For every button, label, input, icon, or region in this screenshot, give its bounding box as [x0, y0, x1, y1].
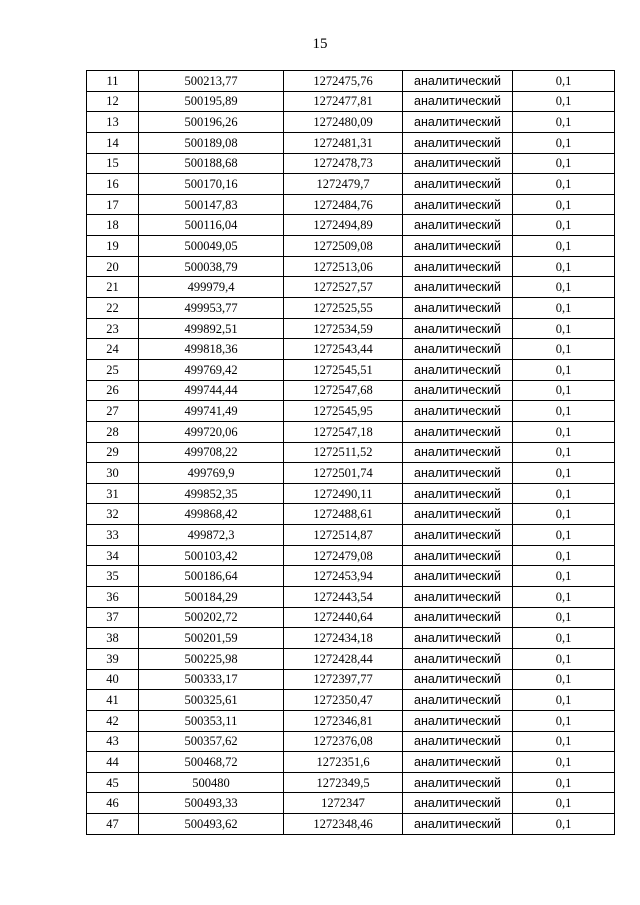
- point-number-cell: 36: [87, 587, 139, 608]
- x-coordinate-cell: 500353,11: [139, 710, 284, 731]
- y-coordinate-cell: 1272428,44: [284, 648, 403, 669]
- x-coordinate-cell: 500493,33: [139, 793, 284, 814]
- point-number-cell: 20: [87, 256, 139, 277]
- method-cell: аналитический: [403, 112, 513, 133]
- method-cell: аналитический: [403, 132, 513, 153]
- method-cell: аналитический: [403, 71, 513, 92]
- table-row: [87, 442, 615, 463]
- method-cell: аналитический: [403, 380, 513, 401]
- method-cell: аналитический: [403, 545, 513, 566]
- method-cell: аналитический: [403, 772, 513, 793]
- point-number-cell: 27: [87, 401, 139, 422]
- table-row: [87, 153, 615, 174]
- x-coordinate-cell: 499872,3: [139, 525, 284, 546]
- table-row: [87, 710, 615, 731]
- accuracy-cell: 0,1: [513, 71, 615, 92]
- table-row: [87, 401, 615, 422]
- table-row: [87, 793, 615, 814]
- method-cell: аналитический: [403, 814, 513, 835]
- table-row: [87, 298, 615, 319]
- method-cell: аналитический: [403, 587, 513, 608]
- table-row: [87, 752, 615, 773]
- method-cell: аналитический: [403, 215, 513, 236]
- point-number-cell: 33: [87, 525, 139, 546]
- method-cell: аналитический: [403, 504, 513, 525]
- point-number-cell: 32: [87, 504, 139, 525]
- point-number-cell: 13: [87, 112, 139, 133]
- y-coordinate-cell: 1272479,7: [284, 174, 403, 195]
- point-number-cell: 29: [87, 442, 139, 463]
- x-coordinate-cell: 500147,83: [139, 194, 284, 215]
- point-number-cell: 35: [87, 566, 139, 587]
- y-coordinate-cell: 1272494,89: [284, 215, 403, 236]
- method-cell: аналитический: [403, 648, 513, 669]
- x-coordinate-cell: 500493,62: [139, 814, 284, 835]
- y-coordinate-cell: 1272397,77: [284, 669, 403, 690]
- x-coordinate-cell: 500170,16: [139, 174, 284, 195]
- table-row: [87, 545, 615, 566]
- x-coordinate-cell: 499708,22: [139, 442, 284, 463]
- accuracy-cell: 0,1: [513, 215, 615, 236]
- table-row: [87, 91, 615, 112]
- point-number-cell: 34: [87, 545, 139, 566]
- x-coordinate-cell: 499769,42: [139, 359, 284, 380]
- x-coordinate-cell: 500103,42: [139, 545, 284, 566]
- accuracy-cell: 0,1: [513, 298, 615, 319]
- y-coordinate-cell: 1272477,81: [284, 91, 403, 112]
- accuracy-cell: 0,1: [513, 401, 615, 422]
- point-number-cell: 15: [87, 153, 139, 174]
- y-coordinate-cell: 1272514,87: [284, 525, 403, 546]
- page-number: 15: [312, 36, 328, 52]
- accuracy-cell: 0,1: [513, 752, 615, 773]
- accuracy-cell: 0,1: [513, 153, 615, 174]
- accuracy-cell: 0,1: [513, 628, 615, 649]
- method-cell: аналитический: [403, 339, 513, 360]
- accuracy-cell: 0,1: [513, 504, 615, 525]
- point-number-cell: 19: [87, 236, 139, 257]
- x-coordinate-cell: 499868,42: [139, 504, 284, 525]
- table-row: [87, 504, 615, 525]
- table-row: [87, 174, 615, 195]
- method-cell: аналитический: [403, 793, 513, 814]
- table-row: [87, 525, 615, 546]
- y-coordinate-cell: 1272547,68: [284, 380, 403, 401]
- x-coordinate-cell: 500201,59: [139, 628, 284, 649]
- table-row: [87, 628, 615, 649]
- point-number-cell: 45: [87, 772, 139, 793]
- y-coordinate-cell: 1272511,52: [284, 442, 403, 463]
- y-coordinate-cell: 1272346,81: [284, 710, 403, 731]
- y-coordinate-cell: 1272348,46: [284, 814, 403, 835]
- accuracy-cell: 0,1: [513, 359, 615, 380]
- accuracy-cell: 0,1: [513, 648, 615, 669]
- coordinates-table: [86, 70, 615, 835]
- table-row: [87, 112, 615, 133]
- x-coordinate-cell: 500188,68: [139, 153, 284, 174]
- table-row: [87, 648, 615, 669]
- table-row: [87, 587, 615, 608]
- accuracy-cell: 0,1: [513, 772, 615, 793]
- accuracy-cell: 0,1: [513, 483, 615, 504]
- table-row: [87, 215, 615, 236]
- point-number-cell: 46: [87, 793, 139, 814]
- point-number-cell: 42: [87, 710, 139, 731]
- table-row: [87, 566, 615, 587]
- accuracy-cell: 0,1: [513, 566, 615, 587]
- accuracy-cell: 0,1: [513, 132, 615, 153]
- method-cell: аналитический: [403, 628, 513, 649]
- y-coordinate-cell: 1272509,08: [284, 236, 403, 257]
- point-number-cell: 11: [87, 71, 139, 92]
- method-cell: аналитический: [403, 194, 513, 215]
- accuracy-cell: 0,1: [513, 421, 615, 442]
- y-coordinate-cell: 1272475,76: [284, 71, 403, 92]
- accuracy-cell: 0,1: [513, 731, 615, 752]
- y-coordinate-cell: 1272481,31: [284, 132, 403, 153]
- method-cell: аналитический: [403, 277, 513, 298]
- x-coordinate-cell: 500186,64: [139, 566, 284, 587]
- y-coordinate-cell: 1272513,06: [284, 256, 403, 277]
- x-coordinate-cell: 500038,79: [139, 256, 284, 277]
- accuracy-cell: 0,1: [513, 339, 615, 360]
- y-coordinate-cell: 1272350,47: [284, 690, 403, 711]
- table-row: [87, 132, 615, 153]
- y-coordinate-cell: 1272440,64: [284, 607, 403, 628]
- x-coordinate-cell: 499769,9: [139, 463, 284, 484]
- table-row: [87, 483, 615, 504]
- x-coordinate-cell: 499741,49: [139, 401, 284, 422]
- method-cell: аналитический: [403, 401, 513, 422]
- table-row: [87, 814, 615, 835]
- method-cell: аналитический: [403, 710, 513, 731]
- table-row: [87, 731, 615, 752]
- point-number-cell: 43: [87, 731, 139, 752]
- x-coordinate-cell: 499953,77: [139, 298, 284, 319]
- x-coordinate-cell: 500196,26: [139, 112, 284, 133]
- coordinates-table-body: [87, 71, 615, 835]
- accuracy-cell: 0,1: [513, 277, 615, 298]
- accuracy-cell: 0,1: [513, 380, 615, 401]
- accuracy-cell: 0,1: [513, 545, 615, 566]
- table-row: [87, 690, 615, 711]
- accuracy-cell: 0,1: [513, 236, 615, 257]
- x-coordinate-cell: 500116,04: [139, 215, 284, 236]
- y-coordinate-cell: 1272434,18: [284, 628, 403, 649]
- table-row: [87, 669, 615, 690]
- point-number-cell: 12: [87, 91, 139, 112]
- point-number-cell: 40: [87, 669, 139, 690]
- x-coordinate-cell: 500195,89: [139, 91, 284, 112]
- x-coordinate-cell: 500202,72: [139, 607, 284, 628]
- method-cell: аналитический: [403, 91, 513, 112]
- accuracy-cell: 0,1: [513, 463, 615, 484]
- x-coordinate-cell: 499818,36: [139, 339, 284, 360]
- x-coordinate-cell: 500480: [139, 772, 284, 793]
- y-coordinate-cell: 1272545,95: [284, 401, 403, 422]
- point-number-cell: 28: [87, 421, 139, 442]
- x-coordinate-cell: 499892,51: [139, 318, 284, 339]
- method-cell: аналитический: [403, 442, 513, 463]
- x-coordinate-cell: 499852,35: [139, 483, 284, 504]
- method-cell: аналитический: [403, 174, 513, 195]
- table-row: [87, 339, 615, 360]
- y-coordinate-cell: 1272547,18: [284, 421, 403, 442]
- y-coordinate-cell: 1272351,6: [284, 752, 403, 773]
- y-coordinate-cell: 1272376,08: [284, 731, 403, 752]
- point-number-cell: 18: [87, 215, 139, 236]
- method-cell: аналитический: [403, 483, 513, 504]
- point-number-cell: 14: [87, 132, 139, 153]
- x-coordinate-cell: 500333,17: [139, 669, 284, 690]
- y-coordinate-cell: 1272443,54: [284, 587, 403, 608]
- table-row: [87, 194, 615, 215]
- method-cell: аналитический: [403, 752, 513, 773]
- method-cell: аналитический: [403, 298, 513, 319]
- y-coordinate-cell: 1272534,59: [284, 318, 403, 339]
- y-coordinate-cell: 1272488,61: [284, 504, 403, 525]
- method-cell: аналитический: [403, 359, 513, 380]
- point-number-cell: 25: [87, 359, 139, 380]
- x-coordinate-cell: 500184,29: [139, 587, 284, 608]
- point-number-cell: 23: [87, 318, 139, 339]
- y-coordinate-cell: 1272480,09: [284, 112, 403, 133]
- table-row: [87, 277, 615, 298]
- accuracy-cell: 0,1: [513, 256, 615, 277]
- x-coordinate-cell: 499744,44: [139, 380, 284, 401]
- table-row: [87, 236, 615, 257]
- accuracy-cell: 0,1: [513, 91, 615, 112]
- x-coordinate-cell: 499979,4: [139, 277, 284, 298]
- x-coordinate-cell: 499720,06: [139, 421, 284, 442]
- y-coordinate-cell: 1272349,5: [284, 772, 403, 793]
- y-coordinate-cell: 1272478,73: [284, 153, 403, 174]
- table-row: [87, 256, 615, 277]
- point-number-cell: 41: [87, 690, 139, 711]
- point-number-cell: 26: [87, 380, 139, 401]
- x-coordinate-cell: 500225,98: [139, 648, 284, 669]
- x-coordinate-cell: 500189,08: [139, 132, 284, 153]
- accuracy-cell: 0,1: [513, 710, 615, 731]
- method-cell: аналитический: [403, 607, 513, 628]
- accuracy-cell: 0,1: [513, 814, 615, 835]
- y-coordinate-cell: 1272501,74: [284, 463, 403, 484]
- method-cell: аналитический: [403, 463, 513, 484]
- point-number-cell: 22: [87, 298, 139, 319]
- method-cell: аналитический: [403, 256, 513, 277]
- accuracy-cell: 0,1: [513, 318, 615, 339]
- table-row: [87, 772, 615, 793]
- point-number-cell: 38: [87, 628, 139, 649]
- accuracy-cell: 0,1: [513, 793, 615, 814]
- point-number-cell: 39: [87, 648, 139, 669]
- method-cell: аналитический: [403, 690, 513, 711]
- point-number-cell: 17: [87, 194, 139, 215]
- method-cell: аналитический: [403, 566, 513, 587]
- accuracy-cell: 0,1: [513, 442, 615, 463]
- accuracy-cell: 0,1: [513, 174, 615, 195]
- table-row: [87, 71, 615, 92]
- point-number-cell: 21: [87, 277, 139, 298]
- table-row: [87, 359, 615, 380]
- point-number-cell: 47: [87, 814, 139, 835]
- table-row: [87, 421, 615, 442]
- table-row: [87, 463, 615, 484]
- point-number-cell: 24: [87, 339, 139, 360]
- y-coordinate-cell: 1272490,11: [284, 483, 403, 504]
- point-number-cell: 44: [87, 752, 139, 773]
- point-number-cell: 16: [87, 174, 139, 195]
- point-number-cell: 37: [87, 607, 139, 628]
- y-coordinate-cell: 1272543,44: [284, 339, 403, 360]
- y-coordinate-cell: 1272527,57: [284, 277, 403, 298]
- y-coordinate-cell: 1272453,94: [284, 566, 403, 587]
- method-cell: аналитический: [403, 731, 513, 752]
- accuracy-cell: 0,1: [513, 587, 615, 608]
- table-row: [87, 607, 615, 628]
- y-coordinate-cell: 1272484,76: [284, 194, 403, 215]
- table-row: [87, 318, 615, 339]
- point-number-cell: 30: [87, 463, 139, 484]
- y-coordinate-cell: 1272545,51: [284, 359, 403, 380]
- table-row: [87, 380, 615, 401]
- method-cell: аналитический: [403, 236, 513, 257]
- y-coordinate-cell: 1272525,55: [284, 298, 403, 319]
- y-coordinate-cell: 1272347: [284, 793, 403, 814]
- method-cell: аналитический: [403, 525, 513, 546]
- method-cell: аналитический: [403, 669, 513, 690]
- method-cell: аналитический: [403, 318, 513, 339]
- x-coordinate-cell: 500049,05: [139, 236, 284, 257]
- method-cell: аналитический: [403, 153, 513, 174]
- accuracy-cell: 0,1: [513, 669, 615, 690]
- accuracy-cell: 0,1: [513, 112, 615, 133]
- point-number-cell: 31: [87, 483, 139, 504]
- accuracy-cell: 0,1: [513, 525, 615, 546]
- accuracy-cell: 0,1: [513, 690, 615, 711]
- x-coordinate-cell: 500213,77: [139, 71, 284, 92]
- accuracy-cell: 0,1: [513, 194, 615, 215]
- x-coordinate-cell: 500357,62: [139, 731, 284, 752]
- y-coordinate-cell: 1272479,08: [284, 545, 403, 566]
- method-cell: аналитический: [403, 421, 513, 442]
- accuracy-cell: 0,1: [513, 607, 615, 628]
- x-coordinate-cell: 500468,72: [139, 752, 284, 773]
- x-coordinate-cell: 500325,61: [139, 690, 284, 711]
